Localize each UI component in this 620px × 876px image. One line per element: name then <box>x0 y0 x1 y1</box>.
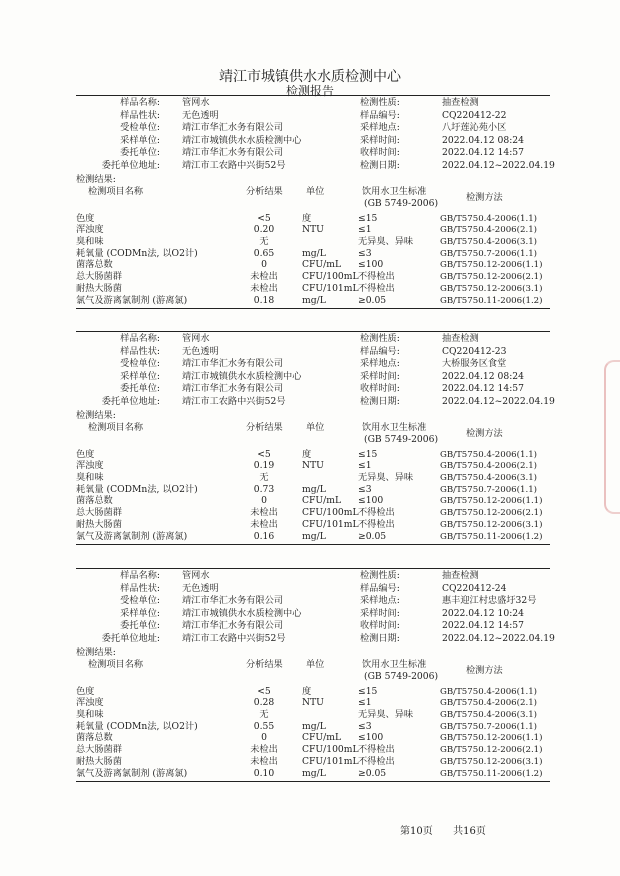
info-value-client-address: 靖江市工农路中兴街52号 <box>182 396 286 407</box>
column-header-standard-sub: (GB 5749-2006) <box>364 197 439 209</box>
info-value-entrust-unit: 靖江市华汇水务有限公司 <box>182 358 284 370</box>
info-label-sampling-unit: 采样单位: <box>120 607 160 619</box>
info-label-sample-name: 样品名称: <box>120 570 160 581</box>
section-bottom-rule <box>76 781 550 782</box>
info-label-test-nature: 检测性质: <box>360 97 400 108</box>
row-unit: CFU/100mL <box>302 271 359 283</box>
row-method: GB/T5750.4-2006(2.1) <box>440 461 538 472</box>
info-value-client-address: 靖江市工农路中兴街52号 <box>182 633 286 644</box>
row-unit: CFU/101mL <box>302 282 359 294</box>
row-standard: ≤100 <box>358 495 384 507</box>
info-value-client-address: 靖江市工农路中兴街52号 <box>182 160 286 171</box>
row-standard: ≥0.05 <box>358 767 387 779</box>
info-value-test-date: 2022.04.12~2022.04.19 <box>442 160 555 171</box>
row-method: GB/T5750.7-2006(1.1) <box>440 484 538 495</box>
row-method: GB/T5750.4-2006(2.1) <box>440 698 538 709</box>
row-standard: ≤1 <box>358 460 372 472</box>
row-method: GB/T5750.4-2006(1.1) <box>440 686 538 697</box>
row-unit: NTU <box>302 224 324 236</box>
row-result: 0.16 <box>253 530 275 542</box>
info-label-sampling-time: 采样时间: <box>360 370 400 382</box>
row-unit: CFU/100mL <box>302 744 359 756</box>
row-result: 0 <box>261 259 267 271</box>
row-result: 0.65 <box>253 247 275 259</box>
info-value-sample-name: 管网水 <box>182 97 210 108</box>
info-label-sampling-unit: 采样单位: <box>120 134 160 146</box>
row-item: 耗氧量 (CODMn法, 以O2计) <box>76 247 198 259</box>
row-method: GB/T5750.4-2006(1.1) <box>440 213 538 224</box>
info-label-client-address: 委托单位地址: <box>101 633 160 644</box>
info-value-client-unit: 靖江市华汇水务有限公司 <box>182 147 284 159</box>
row-standard: 无异臭、异味 <box>358 472 414 483</box>
row-method: GB/T5750.4-2006(2.1) <box>440 225 538 236</box>
row-standard: 不得检出 <box>358 744 395 756</box>
info-value-sampling-place: 八圩莲沁苑小区 <box>442 122 507 134</box>
row-standard: 不得检出 <box>358 271 395 283</box>
info-value-sampling-time: 2022.04.12 08:24 <box>442 370 525 382</box>
column-header-standard-sub: (GB 5749-2006) <box>364 433 439 445</box>
column-header-item: 检测项目名称 <box>88 185 144 197</box>
info-value-sample-property: 无色透明 <box>182 582 219 594</box>
info-label-sample-property: 样品性状: <box>120 109 160 121</box>
row-unit: CFU/100mL <box>302 507 359 519</box>
row-item: 浑浊度 <box>76 224 104 236</box>
row-result: 0.20 <box>253 224 275 236</box>
row-method: GB/T5750.7-2006(1.1) <box>440 248 538 259</box>
row-unit: mg/L <box>302 530 326 542</box>
info-label-sampling-unit: 采样单位: <box>120 370 160 382</box>
row-result: 0.73 <box>253 483 275 495</box>
info-value-sample-property: 无色透明 <box>182 109 219 121</box>
row-item: 耐热大肠菌 <box>76 755 122 767</box>
column-header-method: 检测方法 <box>466 427 503 439</box>
row-standard: ≥0.05 <box>358 294 387 306</box>
row-unit: CFU/mL <box>302 495 342 507</box>
row-result: 0 <box>261 495 267 507</box>
row-standard: 不得检出 <box>358 282 395 294</box>
row-result: 0.55 <box>253 720 275 732</box>
report-title: 靖江市城镇供水水质检测中心 <box>219 69 401 85</box>
info-value-receive-time: 2022.04.12 14:57 <box>442 620 525 632</box>
test-result-label: 检测结果: <box>76 646 116 658</box>
row-method: GB/T5750.12-2006(1.1) <box>440 260 543 271</box>
section-bottom-rule <box>76 544 550 545</box>
row-standard: ≤3 <box>358 483 372 495</box>
row-method: GB/T5750.4-2006(1.1) <box>440 449 538 460</box>
row-unit: 度 <box>302 448 312 460</box>
info-label-receive-time: 收样时间: <box>360 383 400 395</box>
row-standard: ≤15 <box>358 448 378 460</box>
info-value-client-unit: 靖江市华汇水务有限公司 <box>182 620 284 632</box>
row-standard: 不得检出 <box>358 507 395 519</box>
row-item: 总大肠菌群 <box>76 271 122 283</box>
row-method: GB/T5750.12-2006(2.1) <box>440 508 543 519</box>
row-item: 氯气及游离氯制剂 (游离氯) <box>76 767 188 779</box>
row-method: GB/T5750.12-2006(2.1) <box>440 272 543 283</box>
info-value-sample-no: CQ220412-23 <box>442 345 507 357</box>
row-item: 耐热大肠菌 <box>76 282 122 294</box>
info-value-receive-time: 2022.04.12 14:57 <box>442 383 525 395</box>
row-unit: CFU/mL <box>302 259 342 271</box>
page-footer <box>400 822 486 837</box>
row-unit: 度 <box>302 685 312 697</box>
row-item: 臭和味 <box>76 236 104 247</box>
info-label-sample-property: 样品性状: <box>120 582 160 594</box>
info-value-entrust-unit: 靖江市华汇水务有限公司 <box>182 595 284 607</box>
row-item: 耗氧量 (CODMn法, 以O2计) <box>76 720 198 732</box>
row-method: GB/T5750.12-2006(1.1) <box>440 496 543 507</box>
info-label-test-date: 检测日期: <box>360 160 400 171</box>
info-label-client-unit: 委托单位: <box>120 383 160 395</box>
column-header-standard-sub: (GB 5749-2006) <box>364 670 439 682</box>
info-label-entrust-unit: 受检单位: <box>120 358 160 370</box>
info-value-test-date: 2022.04.12~2022.04.19 <box>442 396 555 407</box>
row-standard: ≤3 <box>358 720 372 732</box>
row-result: 未检出 <box>250 744 278 756</box>
info-label-sample-property: 样品性状: <box>120 345 160 357</box>
row-result: 未检出 <box>250 271 278 283</box>
info-label-sampling-place: 采样地点: <box>360 358 400 370</box>
row-method: GB/T5750.11-2006(1.2) <box>440 295 543 306</box>
row-item: 臭和味 <box>76 709 104 720</box>
column-header-unit: 单位 <box>306 185 325 197</box>
row-item: 菌落总数 <box>76 495 113 507</box>
row-unit: mg/L <box>302 483 326 495</box>
row-standard: 无异臭、异味 <box>358 236 414 247</box>
row-unit: NTU <box>302 460 324 472</box>
row-unit: CFU/mL <box>302 732 342 744</box>
test-result-label: 检测结果: <box>76 409 116 421</box>
info-value-sampling-time: 2022.04.12 08:24 <box>442 134 525 146</box>
test-result-label: 检测结果: <box>76 173 116 185</box>
info-label-sample-name: 样品名称: <box>120 333 160 344</box>
column-header-result: 分析结果 <box>246 658 283 670</box>
row-unit: CFU/101mL <box>302 518 359 530</box>
row-result: <5 <box>257 448 271 460</box>
row-method: GB/T5750.12-2006(1.1) <box>440 733 543 744</box>
info-label-test-nature: 检测性质: <box>360 333 400 344</box>
info-value-test-nature: 抽查检测 <box>442 570 479 581</box>
row-item: 耗氧量 (CODMn法, 以O2计) <box>76 483 198 495</box>
info-value-sample-name: 管网水 <box>182 570 210 581</box>
row-method: GB/T5750.4-2006(3.1) <box>440 710 538 720</box>
column-header-standard: 饮用水卫生标准 <box>362 658 427 670</box>
info-label-sampling-time: 采样时间: <box>360 607 400 619</box>
info-value-sample-name: 管网水 <box>182 333 210 344</box>
row-item: 色度 <box>76 448 95 460</box>
info-label-test-nature: 检测性质: <box>360 570 400 581</box>
info-value-test-nature: 抽查检测 <box>442 97 479 108</box>
info-value-sample-no: CQ220412-22 <box>442 109 507 121</box>
info-label-sampling-place: 采样地点: <box>360 595 400 607</box>
row-item: 总大肠菌群 <box>76 744 122 756</box>
column-header-standard: 饮用水卫生标准 <box>362 421 427 433</box>
column-header-item: 检测项目名称 <box>88 658 144 670</box>
column-header-result: 分析结果 <box>246 421 283 433</box>
info-label-test-date: 检测日期: <box>360 633 400 644</box>
column-header-unit: 单位 <box>306 658 325 670</box>
info-value-client-unit: 靖江市华汇水务有限公司 <box>182 383 284 395</box>
row-result: 无 <box>259 709 269 720</box>
row-standard: ≤1 <box>358 697 372 709</box>
row-method: GB/T5750.12-2006(3.1) <box>440 283 543 294</box>
row-item: 菌落总数 <box>76 732 113 744</box>
row-unit: mg/L <box>302 767 326 779</box>
row-standard: ≤15 <box>358 685 378 697</box>
row-item: 臭和味 <box>76 472 104 483</box>
section-top-rule <box>76 568 550 569</box>
row-result: 0.28 <box>253 697 275 709</box>
row-item: 耐热大肠菌 <box>76 518 122 530</box>
row-standard: ≤1 <box>358 224 372 236</box>
row-item: 浑浊度 <box>76 697 104 709</box>
info-label-sample-no: 样品编号: <box>360 109 400 121</box>
row-result: 0.19 <box>253 460 275 472</box>
info-value-entrust-unit: 靖江市华汇水务有限公司 <box>182 122 284 134</box>
info-label-test-date: 检测日期: <box>360 396 400 407</box>
row-method: GB/T5750.12-2006(2.1) <box>440 745 543 756</box>
info-value-sampling-unit: 靖江市城镇供水水质检测中心 <box>182 607 302 619</box>
info-label-receive-time: 收样时间: <box>360 620 400 632</box>
info-label-client-unit: 委托单位: <box>120 147 160 159</box>
row-unit: 度 <box>302 212 312 224</box>
row-unit: mg/L <box>302 247 326 259</box>
row-method: GB/T5750.7-2006(1.1) <box>440 721 538 732</box>
info-label-sample-no: 样品编号: <box>360 582 400 594</box>
info-label-sample-no: 样品编号: <box>360 345 400 357</box>
info-value-sampling-time: 2022.04.12 10:24 <box>442 607 525 619</box>
info-value-sample-property: 无色透明 <box>182 345 219 357</box>
section-bottom-rule <box>76 308 550 309</box>
column-header-result: 分析结果 <box>246 185 283 197</box>
column-header-unit: 单位 <box>306 421 325 433</box>
row-method: GB/T5750.4-2006(3.1) <box>440 473 538 483</box>
info-value-sampling-unit: 靖江市城镇供水水质检测中心 <box>182 134 302 146</box>
row-standard: ≥0.05 <box>358 530 387 542</box>
row-result: <5 <box>257 685 271 697</box>
row-result: 未检出 <box>250 755 278 767</box>
row-standard: ≤15 <box>358 212 378 224</box>
row-item: 色度 <box>76 212 95 224</box>
row-method: GB/T5750.11-2006(1.2) <box>440 768 543 779</box>
info-label-sample-name: 样品名称: <box>120 97 160 108</box>
row-item: 氯气及游离氯制剂 (游离氯) <box>76 530 188 542</box>
row-item: 菌落总数 <box>76 259 113 271</box>
info-value-test-nature: 抽查检测 <box>442 333 479 344</box>
column-header-item: 检测项目名称 <box>88 421 144 433</box>
row-standard: ≤3 <box>358 247 372 259</box>
info-value-test-date: 2022.04.12~2022.04.19 <box>442 633 555 644</box>
row-item: 浑浊度 <box>76 460 104 472</box>
info-label-sampling-place: 采样地点: <box>360 122 400 134</box>
page-total: 共16页 <box>453 826 486 837</box>
info-label-receive-time: 收样时间: <box>360 147 400 159</box>
row-result: 0.18 <box>253 294 275 306</box>
row-method: GB/T5750.11-2006(1.2) <box>440 531 543 542</box>
row-result: 0.10 <box>253 767 275 779</box>
info-value-receive-time: 2022.04.12 14:57 <box>442 147 525 159</box>
section-top-rule <box>76 331 550 332</box>
row-result: 未检出 <box>250 282 278 294</box>
info-label-entrust-unit: 受检单位: <box>120 595 160 607</box>
seal-stamp <box>604 360 620 514</box>
row-result: 无 <box>259 472 269 483</box>
info-label-entrust-unit: 受检单位: <box>120 122 160 134</box>
info-label-client-unit: 委托单位: <box>120 620 160 632</box>
info-value-sampling-place: 大桥服务区食堂 <box>442 358 507 370</box>
row-method: GB/T5750.12-2006(3.1) <box>440 519 543 530</box>
column-header-standard: 饮用水卫生标准 <box>362 185 427 197</box>
row-standard: 无异臭、异味 <box>358 709 414 720</box>
row-unit: mg/L <box>302 294 326 306</box>
row-standard: 不得检出 <box>358 755 395 767</box>
column-header-method: 检测方法 <box>466 191 503 203</box>
row-result: 无 <box>259 236 269 247</box>
row-unit: NTU <box>302 697 324 709</box>
info-label-client-address: 委托单位地址: <box>101 160 160 171</box>
row-method: GB/T5750.4-2006(3.1) <box>440 237 538 247</box>
report-subtitle: 检测报告 <box>285 84 334 98</box>
row-result: 未检出 <box>250 507 278 519</box>
row-unit: CFU/101mL <box>302 755 359 767</box>
row-standard: ≤100 <box>358 732 384 744</box>
row-unit: mg/L <box>302 720 326 732</box>
row-standard: 不得检出 <box>358 518 395 530</box>
row-result: 0 <box>261 732 267 744</box>
row-item: 氯气及游离氯制剂 (游离氯) <box>76 294 188 306</box>
row-item: 总大肠菌群 <box>76 507 122 519</box>
row-method: GB/T5750.12-2006(3.1) <box>440 756 543 767</box>
info-value-sampling-unit: 靖江市城镇供水水质检测中心 <box>182 370 302 382</box>
info-label-client-address: 委托单位地址: <box>101 396 160 407</box>
info-label-sampling-time: 采样时间: <box>360 134 400 146</box>
section-top-rule <box>76 95 550 96</box>
info-value-sample-no: CQ220412-24 <box>442 582 507 594</box>
row-result: 未检出 <box>250 518 278 530</box>
column-header-method: 检测方法 <box>466 664 503 676</box>
row-item: 色度 <box>76 685 95 697</box>
info-value-sampling-place: 惠丰迎江村忠盛圩32号 <box>442 595 537 607</box>
page-number: 第10页 <box>400 826 433 837</box>
row-result: <5 <box>257 212 271 224</box>
row-standard: ≤100 <box>358 259 384 271</box>
